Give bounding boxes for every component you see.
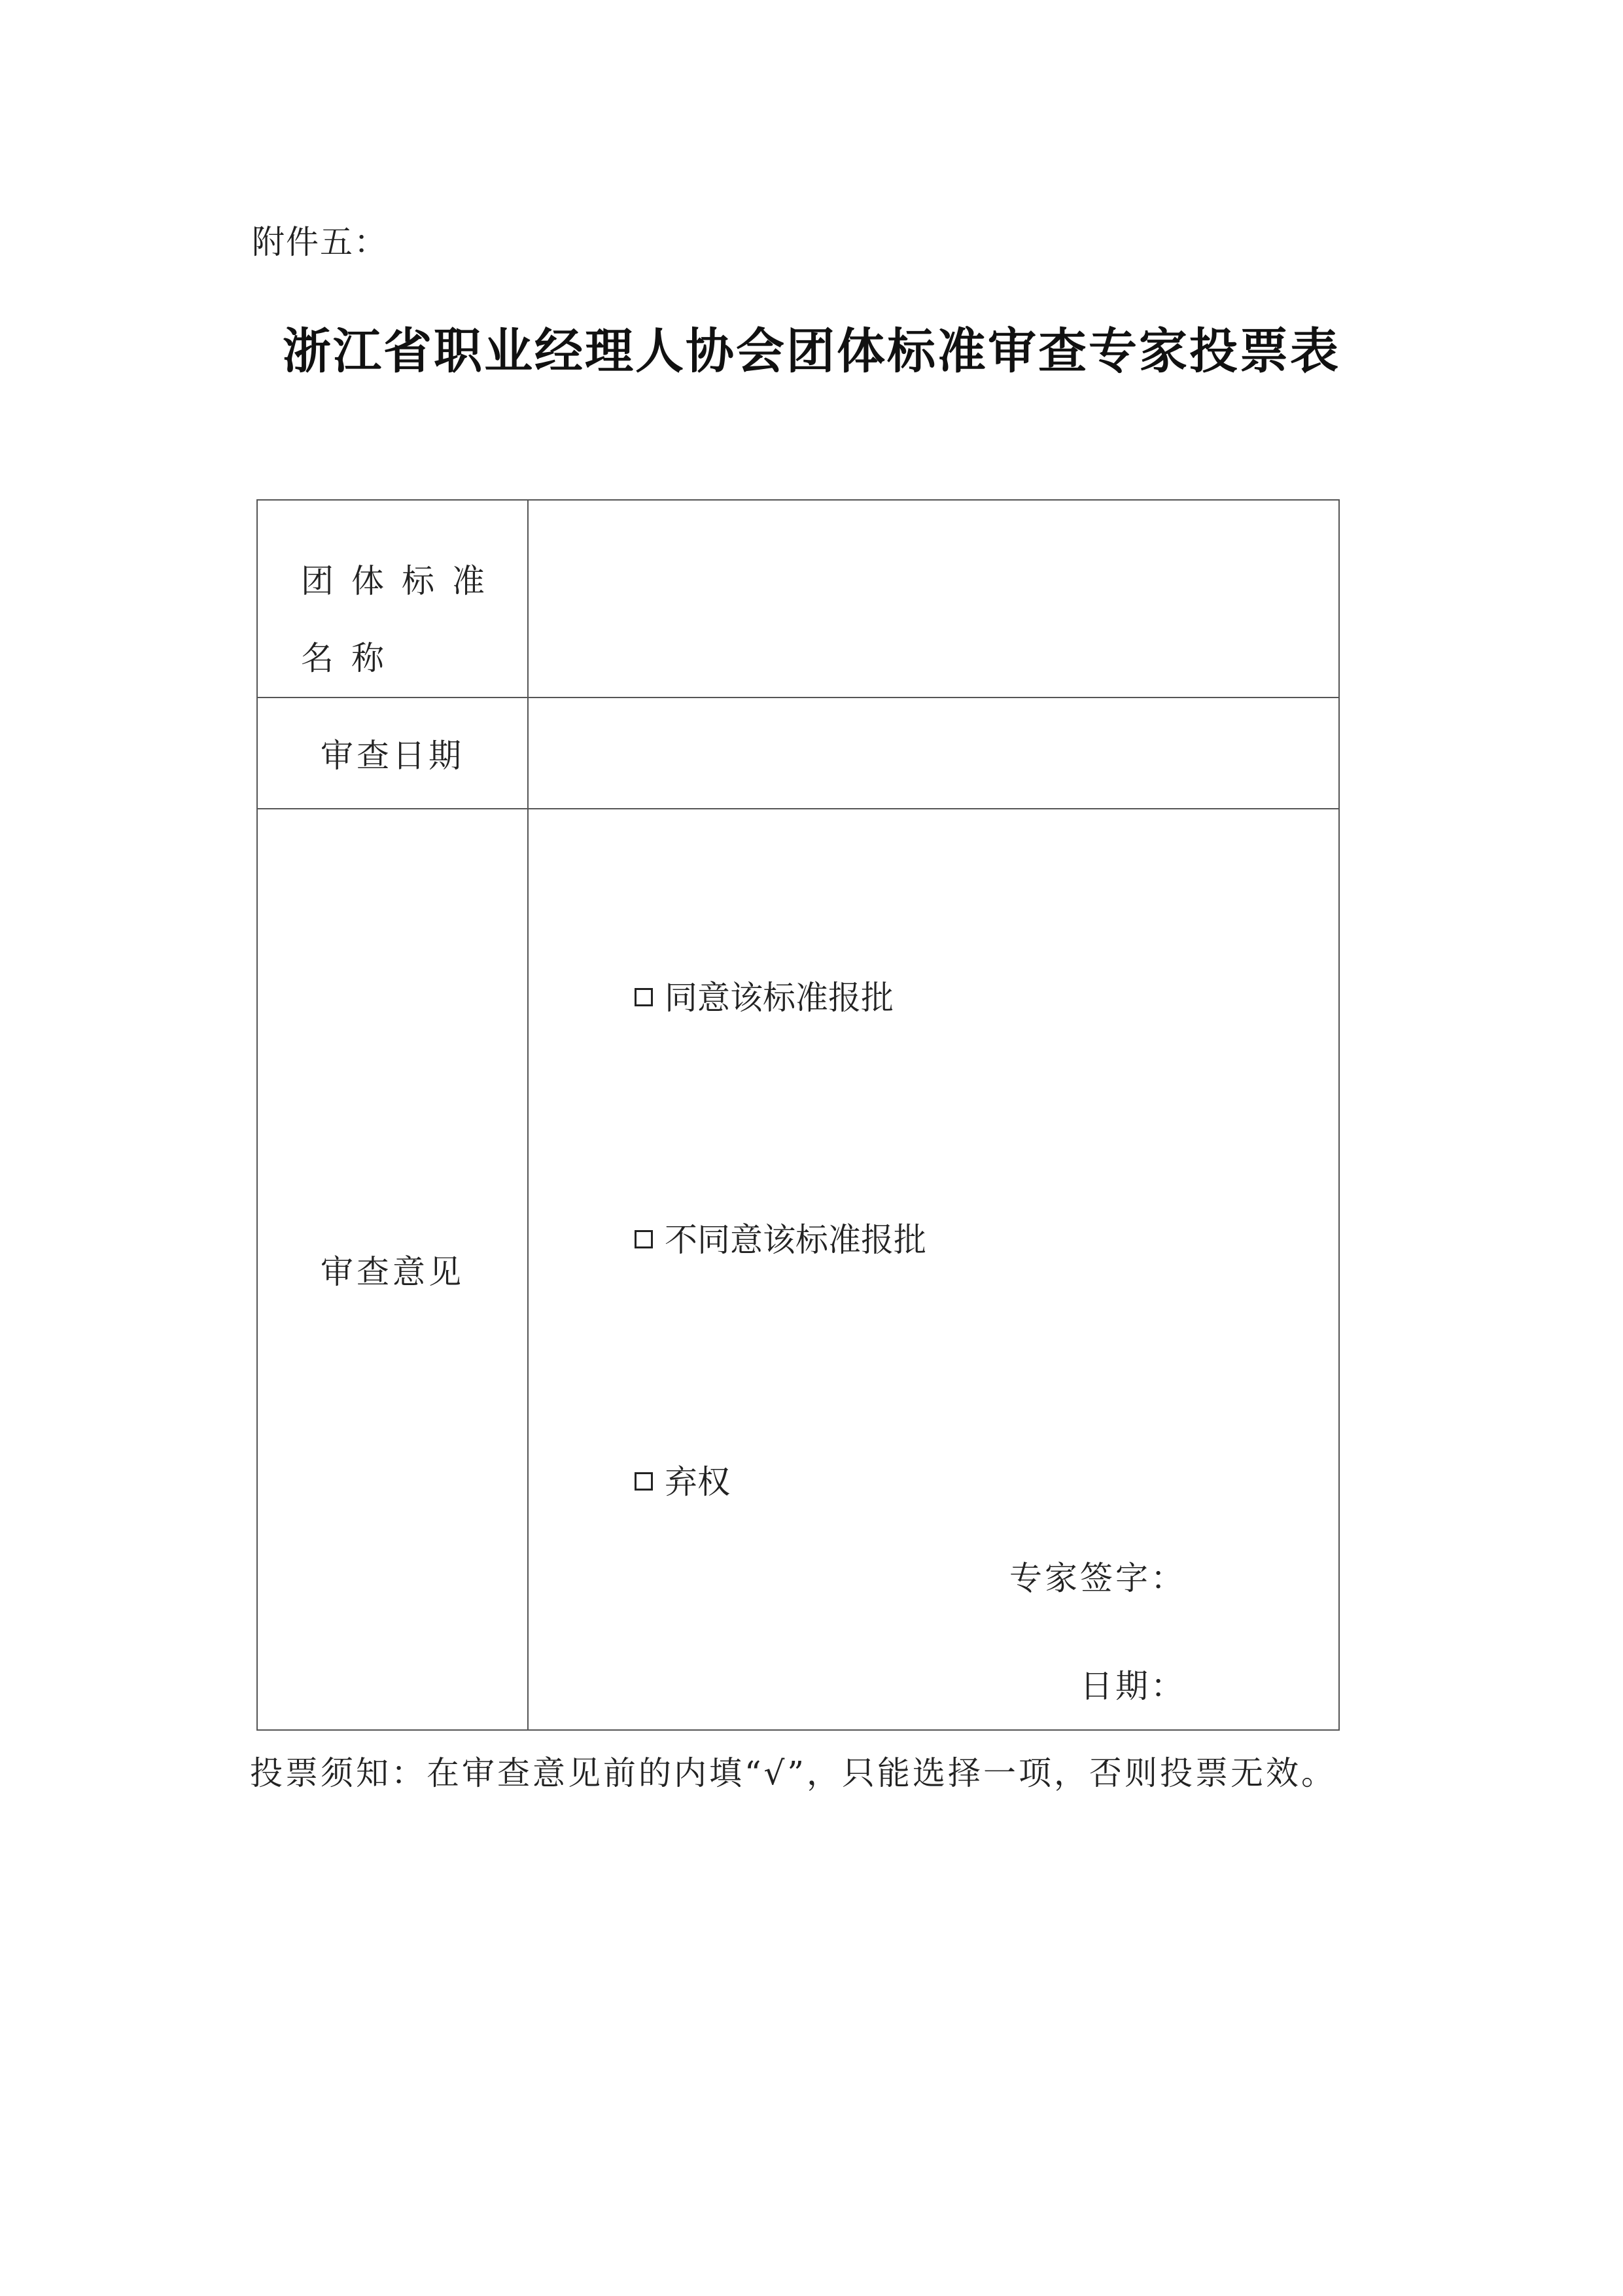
review-opinion-cell xyxy=(528,809,1339,1730)
review-opinion-label: 审查意见 xyxy=(257,809,528,1730)
abstain-checkbox[interactable] xyxy=(635,1472,653,1491)
vote-form-table xyxy=(256,499,1340,1731)
standard-name-row xyxy=(257,500,1339,698)
option-abstain[interactable] xyxy=(635,1456,730,1503)
attachment-label: 附件五： xyxy=(252,223,388,261)
disapprove-checkbox[interactable] xyxy=(635,1230,653,1248)
abstain-label: 弃权 xyxy=(665,1463,730,1501)
review-date-label: 审查日期 xyxy=(257,698,528,809)
disapprove-label: 不同意该标准报批 xyxy=(665,1221,926,1259)
voting-notice: 投票须知：在审查意见前的内填“√”，只能选择一项，否则投票无效。 xyxy=(250,1754,1336,1792)
standard-name-label: 团体标准名称 xyxy=(257,500,528,698)
option-disapprove[interactable] xyxy=(635,1214,926,1261)
review-date-field[interactable] xyxy=(528,698,1339,809)
expert-signature-label: 专家签字： xyxy=(1009,1559,1186,1597)
standard-name-field[interactable] xyxy=(528,500,1339,698)
sign-date-label: 日期： xyxy=(1080,1667,1186,1705)
review-date-row xyxy=(257,698,1339,809)
review-opinion-row xyxy=(257,809,1339,1730)
page-title: 浙江省职业经理人协会团体标准审查专家投票表 xyxy=(283,323,1340,380)
approve-checkbox[interactable] xyxy=(635,988,653,1006)
approve-label: 同意该标准报批 xyxy=(665,979,894,1017)
option-approve[interactable] xyxy=(635,972,894,1019)
